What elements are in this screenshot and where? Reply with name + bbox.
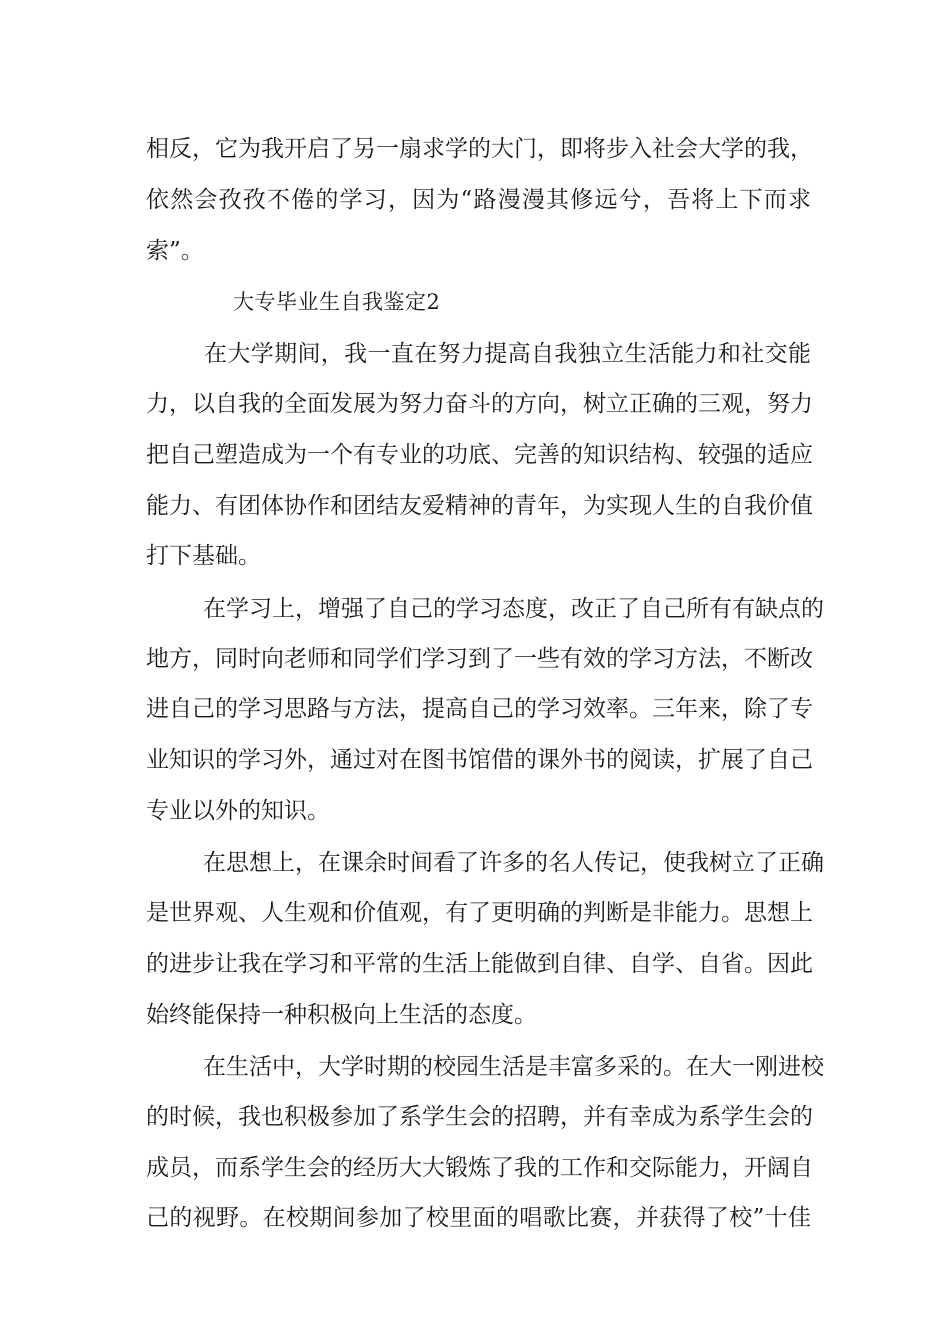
text-line: 始终能保持一种积极向上生活的态度。 <box>146 1002 537 1028</box>
text-line: 地方，同时向老师和同学们学习到了一些有效的学习方法，不断改 <box>146 646 813 672</box>
text-line: 依然会孜孜不倦的学习，因为“路漫漫其修远兮，吾将上下而求 <box>146 187 811 213</box>
text-line: 己的视野。在校期间参加了校里面的唱歌比赛，并获得了校”十佳 <box>146 1205 811 1231</box>
text-line: 进自己的学习思路与方法，提高自己的学习效率。三年来，除了专 <box>146 696 813 722</box>
text-line: 把自己塑造成为一个有专业的功底、完善的知识结构、较强的适应 <box>146 442 813 468</box>
text-line: 能力、有团体协作和团结友爱精神的青年，为实现人生的自我价值 <box>146 493 813 519</box>
text-line: 索”。 <box>146 238 204 264</box>
text-line: 打下基础。 <box>146 543 261 569</box>
section-heading: 大专毕业生自我鉴定2 <box>233 290 441 314</box>
text-line: 相反，它为我开启了另一扇求学的大门，即将步入社会大学的我， <box>146 136 813 162</box>
text-line: 在生活中，大学时期的校园生活是丰富多采的。在大一刚进校 <box>203 1054 824 1080</box>
text-line: 力，以自我的全面发展为努力奋斗的方向，树立正确的三观，努力 <box>146 391 813 417</box>
text-line: 在学习上，增强了自己的学习态度，改正了自己所有有缺点的 <box>203 596 824 622</box>
text-line: 业知识的学习外，通过对在图书馆借的课外书的阅读，扩展了自己 <box>146 747 813 773</box>
text-line: 的进步让我在学习和平常的生活上能做到自律、自学、自省。因此 <box>146 951 813 977</box>
text-line: 在大学期间，我一直在努力提高自我独立生活能力和社交能 <box>204 341 811 367</box>
text-line: 专业以外的知识。 <box>146 798 330 824</box>
text-line: 的时候，我也积极参加了系学生会的招聘，并有幸成为系学生会的 <box>146 1104 813 1130</box>
text-line: 是世界观、人生观和价值观，有了更明确的判断是非能力。思想上 <box>146 900 813 926</box>
text-line: 在思想上，在课余时间看了许多的名人传记，使我树立了正确 <box>203 850 824 876</box>
text-line: 成员，而系学生会的经历大大锻炼了我的工作和交际能力，开阔自 <box>146 1155 813 1181</box>
